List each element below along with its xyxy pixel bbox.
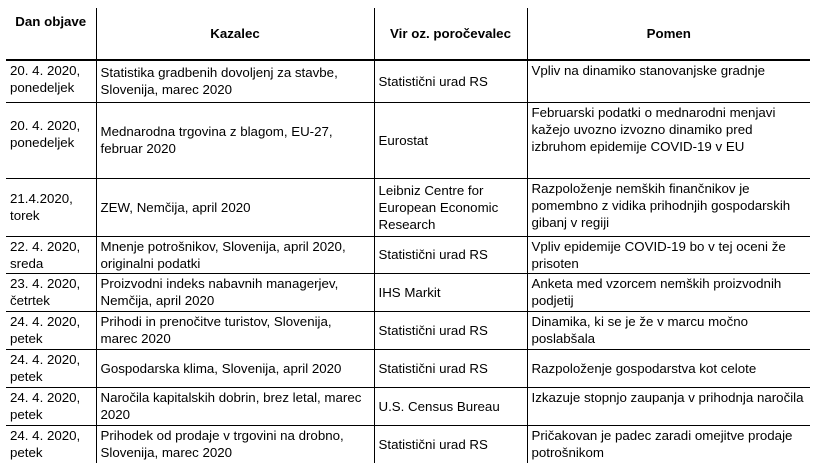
header-meaning: Pomen (527, 8, 810, 60)
date-cell: 20. 4. 2020, ponedeljek (6, 102, 96, 178)
indicator-cell: Gospodarska klima, Slovenija, april 2020 (96, 349, 374, 387)
meaning-cell: Razpoloženje nemških finančnikov je pomembno z vidika prihodnjih gospodarskih gibanj v regiji (527, 178, 810, 236)
date-cell: 20. 4. 2020, ponedeljek (6, 60, 96, 102)
meaning-cell: Dinamika, ki se je že v marcu močno poslabšala (527, 311, 810, 349)
header-source: Vir oz. poročevalec (374, 8, 527, 60)
source-cell: Statistični urad RS (374, 425, 527, 463)
table-row (6, 178, 810, 236)
indicator-cell: Mednarodna trgovina z blagom, EU-27, februar 2020 (96, 102, 374, 178)
source-cell: Statistični urad RS (374, 60, 527, 102)
meaning-cell: Anketa med vzorcem nemških proizvodnih podjetij (527, 273, 810, 311)
indicator-cell: Naročila kapitalskih dobrin, brez letal, marec 2020 (96, 387, 374, 425)
release-calendar-table (6, 8, 810, 463)
meaning-cell: Izkazuje stopnjo zaupanja v prihodnja naročila (527, 387, 810, 425)
header-date: Dan objave (6, 8, 96, 60)
date-cell: 22. 4. 2020, sreda (6, 236, 96, 273)
source-cell: Statistični urad RS (374, 311, 527, 349)
table-row (6, 425, 810, 463)
source-cell: Eurostat (374, 102, 527, 178)
source-cell: IHS Markit (374, 273, 527, 311)
indicator-cell: ZEW, Nemčija, april 2020 (96, 178, 374, 236)
meaning-cell: Februarski podatki o mednarodni menjavi kažejo uvozno izvozno dinamiko pred izbruhom epidemije COVID-19 v EU (527, 102, 810, 178)
meaning-cell: Vpliv epidemije COVID-19 bo v tej oceni že prisoten (527, 236, 810, 273)
header-row (6, 8, 810, 60)
table-row (6, 387, 810, 425)
meaning-cell: Razpoloženje gospodarstva kot celote (527, 349, 810, 387)
table-row (6, 236, 810, 273)
table-row (6, 273, 810, 311)
source-cell: Leibniz Centre for European Economic Research (374, 178, 527, 236)
indicator-cell: Proizvodni indeks nabavnih managerjev, Nemčija, april 2020 (96, 273, 374, 311)
source-cell: Statistični urad RS (374, 236, 527, 273)
meaning-cell: Vpliv na dinamiko stanovanjske gradnje (527, 60, 810, 102)
table-row (6, 349, 810, 387)
meaning-cell: Pričakovan je padec zaradi omejitve prodaje potrošnikom (531, 427, 793, 460)
source-cell: U.S. Census Bureau (374, 387, 527, 425)
date-cell: 24. 4. 2020, petek (6, 311, 96, 349)
date-cell: 24. 4. 2020, petek (6, 349, 96, 387)
date-cell: 21.4.2020, torek (6, 178, 96, 236)
indicator-cell: Prihodi in prenočitve turistov, Slovenija, marec 2020 (96, 311, 374, 349)
table-row (6, 311, 810, 349)
table-row (6, 60, 810, 102)
indicator-cell: Mnenje potrošnikov, Slovenija, april 2020, originalni podatki (96, 236, 374, 273)
table-row (6, 102, 810, 178)
indicator-cell: Prihodek od prodaje v trgovini na drobno, Slovenija, marec 2020 (96, 425, 374, 463)
date-cell: 24. 4. 2020, petek (6, 425, 96, 463)
date-cell: 23. 4. 2020, četrtek (6, 273, 96, 311)
header-indicator: Kazalec (96, 8, 374, 60)
date-cell: 24. 4. 2020, petek (6, 387, 96, 425)
indicator-cell: Statistika gradbenih dovoljenj za stavbe, Slovenija, marec 2020 (96, 60, 374, 102)
source-cell: Statistični urad RS (374, 349, 527, 387)
